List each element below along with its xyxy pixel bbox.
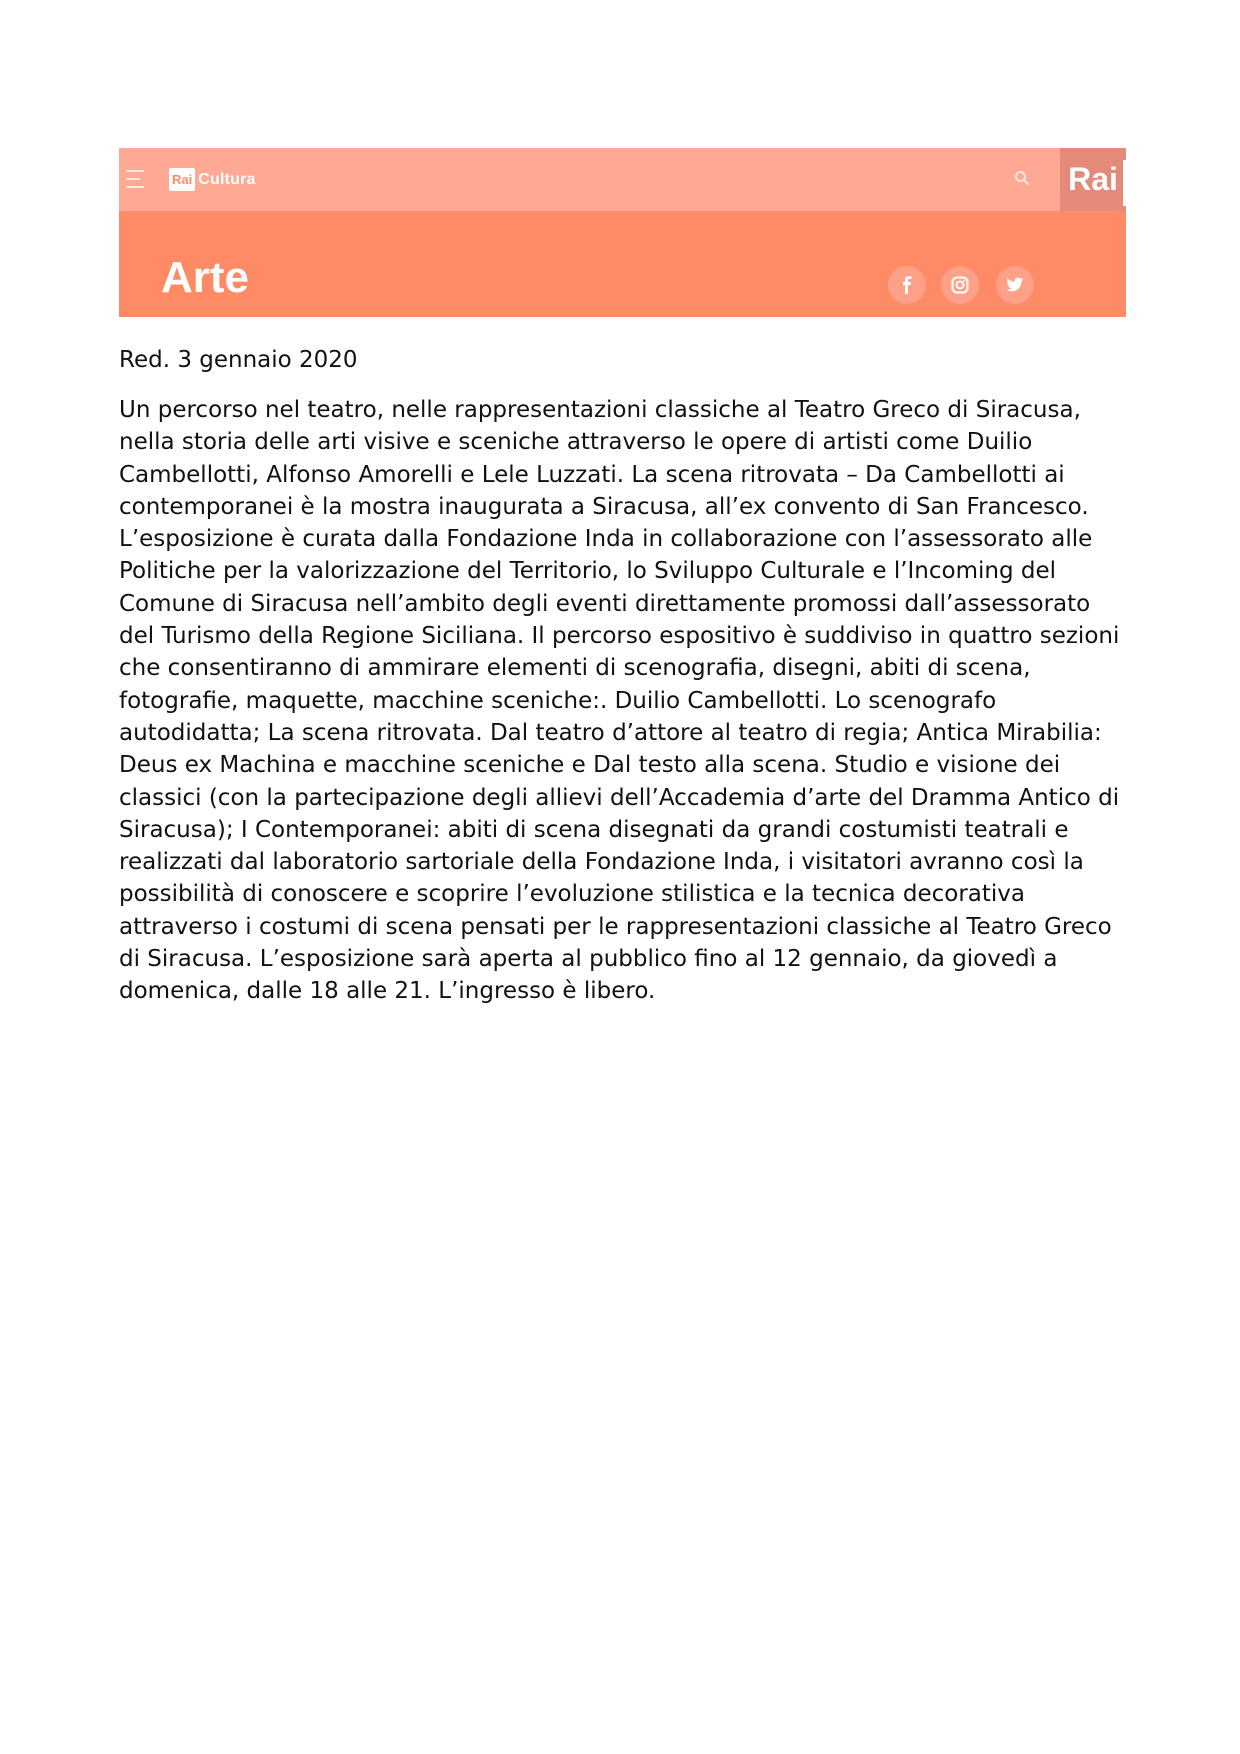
instagram-icon[interactable] [941, 266, 979, 304]
rai-brand-text: Rai [1068, 161, 1118, 197]
top-navigation-bar [119, 148, 1126, 211]
facebook-icon[interactable] [888, 266, 926, 304]
menu-icon[interactable] [126, 170, 146, 188]
article-body: Un percorso nel teatro, nelle rappresentazioni classiche al Teatro Greco di Siracusa, nella storia delle arti visive e sceniche attraverso le opere di artisti come Duilio Cambellotti, Alfonso Amorelli e Lele Luzzati. La scena ritrovata – Da Cambellotti ai contemporanei è la mostra inaugurata a Siracusa, all’ex convento di San Francesco. L’esposizione è curata dalla Fondazione Inda in collaborazione con l’assessorato alle Politiche per la valorizzazione del Territorio, lo Sviluppo Culturale e l’Incoming del Comune di Siracusa nell’ambito degli eventi direttamente promossi dall’assessorato del Turismo della Regione Siciliana. Il percorso espositivo è suddiviso in quattro sezioni che consentiranno di ammirare elementi di scenografia, disegni, abiti di scena, fotografie, maquette, macchine sceniche:. Duilio Cambellotti. Lo scenografo autodidatta; La scena ritrovata. Dal teatro d’attore al teatro di regia; Antica Mirabilia: Deus ex Machina e macchine sceniche e Dal testo alla scena. Studio e visione dei classici (con la partecipazione degli allievi dell’Accademia d’arte del Dramma Antico di Siracusa); I Contemporanei: abiti di scena disegnati da grandi costumisti teatrali e realizzati dal laboratorio sartoriale della Fondazione Inda, i visitatori avranno così la possibilità di conoscere e scoprire l’evoluzione stilistica e la tecnica decorativa attraverso i costumi di scena pensati per le rappresentazioni classiche al Teatro Greco di Siracusa. L’esposizione sarà aperta al pubblico fino al 12 gennaio, da giovedì a domenica, dalle 18 alle 21. L’ingresso è libero. [119, 397, 1120, 1005]
twitter-icon[interactable] [996, 266, 1034, 304]
logo-badge: Rai [169, 168, 195, 191]
rai-brand-logo[interactable] [1060, 148, 1126, 211]
search-icon[interactable] [1014, 170, 1030, 186]
article-dateline: Red. 3 gennaio 2020 [119, 347, 358, 373]
section-title: Arte [161, 253, 250, 302]
brand-edge-divider [1123, 160, 1126, 206]
header-banner [119, 148, 1126, 317]
rai-cultura-logo[interactable] [169, 165, 256, 194]
logo-text: Cultura [198, 170, 256, 188]
